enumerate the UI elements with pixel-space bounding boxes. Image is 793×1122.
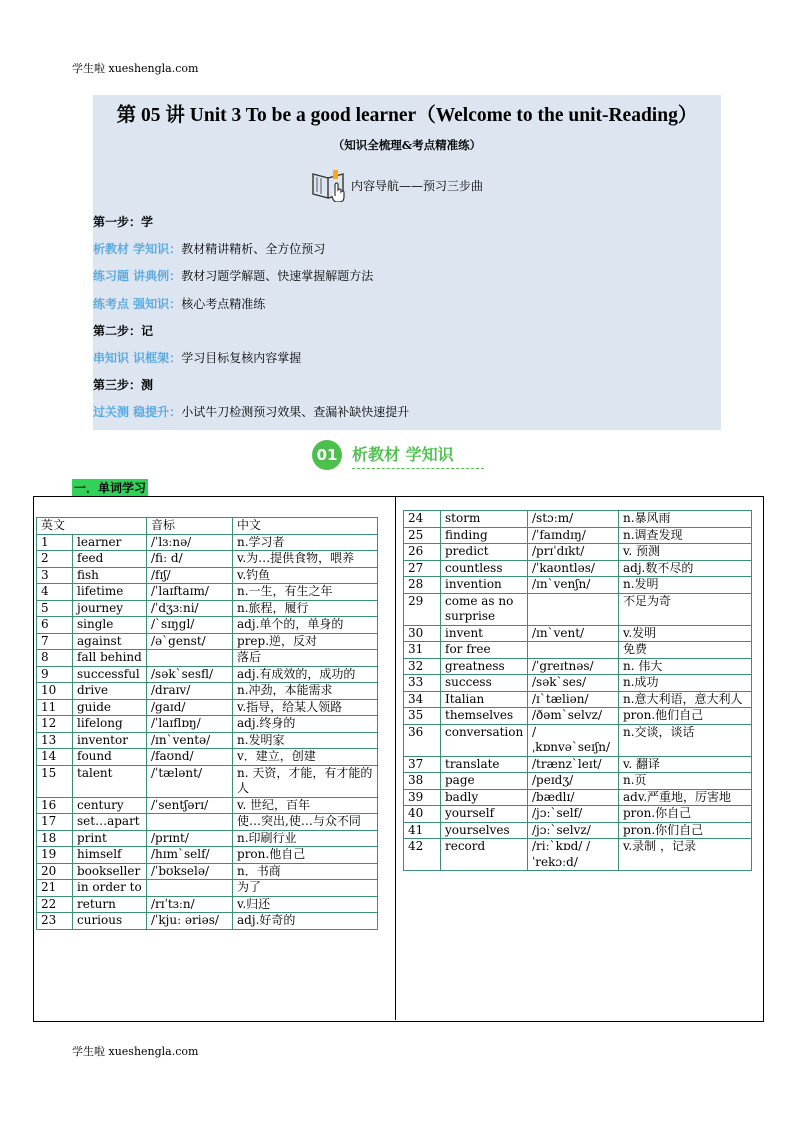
row-word: for free <box>441 642 528 659</box>
table-row <box>404 642 752 659</box>
row-word: countless <box>441 560 528 577</box>
row-phonetic: /ˈfaɪndɪŋ/ <box>528 527 619 544</box>
table-row <box>37 765 378 797</box>
step-three-item <box>93 403 409 420</box>
vocab-frame-divider <box>395 496 396 1020</box>
row-number: 35 <box>404 708 441 725</box>
row-meaning: n.意大利语，意大利人 <box>619 691 752 708</box>
row-phonetic: /ˈsentʃərɪ/ <box>147 797 233 814</box>
vocab-table-right <box>403 510 752 871</box>
row-meaning: 为了 <box>233 880 378 897</box>
row-word: Italian <box>441 691 528 708</box>
page-subtitle: （知识全梳理&考点精准练） <box>332 138 482 152</box>
table-row <box>37 633 378 650</box>
row-meaning: pron.你们自己 <box>619 822 752 839</box>
table-row <box>37 830 378 847</box>
table-row <box>404 839 752 871</box>
header-chinese: 中文 <box>233 518 378 535</box>
row-meaning: v.发明 <box>619 625 752 642</box>
row-number: 5 <box>37 600 73 617</box>
page-title: 第 05 讲 Unit 3 To be a good learner（Welcome to the unit-Reading） <box>116 105 698 126</box>
section-title: 析教材 学知识 <box>352 445 454 464</box>
row-meaning: n.页 <box>619 773 752 790</box>
row-word: predict <box>441 544 528 561</box>
row-meaning: prep.逆，反对 <box>233 633 378 650</box>
row-number: 6 <box>37 617 73 634</box>
table-row <box>37 699 378 716</box>
nav-row <box>311 168 483 202</box>
item-label: 串知识 识框架： <box>93 351 182 365</box>
row-phonetic: /əˋgenst/ <box>147 633 233 650</box>
row-number: 7 <box>37 633 73 650</box>
nav-text: 内容导航——预习三步曲 <box>351 178 484 193</box>
table-row <box>37 716 378 733</box>
row-meaning: adj.有成效的，成功的 <box>233 666 378 683</box>
row-word: journey <box>73 600 147 617</box>
row-phonetic: /ˈkjuː əriəs/ <box>147 913 233 930</box>
table-row <box>404 675 752 692</box>
row-phonetic: /stɔːm/ <box>528 511 619 528</box>
row-word: invention <box>441 577 528 594</box>
row-number: 9 <box>37 666 73 683</box>
row-phonetic: /ɪnˋvenʃn/ <box>528 577 619 594</box>
row-meaning: n.旅程，履行 <box>233 600 378 617</box>
row-word: record <box>441 839 528 871</box>
row-number: 41 <box>404 822 441 839</box>
item-label: 过关测 稳提升： <box>93 405 182 419</box>
row-phonetic <box>147 650 233 667</box>
row-word: fish <box>73 567 147 584</box>
row-phonetic: /ˌkɒnvəˋseɪʃn/ <box>528 724 619 756</box>
row-number: 27 <box>404 560 441 577</box>
row-number: 38 <box>404 773 441 790</box>
row-meaning: n.一生，有生之年 <box>233 584 378 601</box>
row-phonetic: /fiː d/ <box>147 551 233 568</box>
row-meaning: n.调查发现 <box>619 527 752 544</box>
row-phonetic <box>147 880 233 897</box>
intro-banner <box>93 95 721 430</box>
step-two-item <box>93 349 301 366</box>
book-pointer-icon <box>311 168 349 202</box>
row-word: guide <box>73 699 147 716</box>
vocab-table-left <box>36 517 378 930</box>
row-meaning: v.指导，给某人领路 <box>233 699 378 716</box>
table-row <box>404 544 752 561</box>
row-meaning: n.印刷行业 <box>233 830 378 847</box>
row-phonetic: /ˈgreɪtnəs/ <box>528 658 619 675</box>
row-number: 20 <box>37 863 73 880</box>
row-word: fall behind <box>73 650 147 667</box>
row-word: print <box>73 830 147 847</box>
table-row <box>404 577 752 594</box>
row-phonetic: /rɪˈtɜːn/ <box>147 896 233 913</box>
row-phonetic: /ɪnˋventə/ <box>147 732 233 749</box>
row-meaning: n. 伟大 <box>619 658 752 675</box>
row-word: successful <box>73 666 147 683</box>
row-number: 25 <box>404 527 441 544</box>
table-row <box>37 666 378 683</box>
section-number: 01 <box>312 440 342 470</box>
table-row <box>404 560 752 577</box>
row-number: 36 <box>404 724 441 756</box>
table-row <box>37 534 378 551</box>
row-phonetic: /ˈbʊkselə/ <box>147 863 233 880</box>
row-meaning: 不足为奇 <box>619 593 752 625</box>
row-meaning: v. 翻译 <box>619 756 752 773</box>
table-row <box>37 650 378 667</box>
row-meaning: v.钓鱼 <box>233 567 378 584</box>
row-word: feed <box>73 551 147 568</box>
row-word: curious <box>73 913 147 930</box>
row-meaning: n.暴风雨 <box>619 511 752 528</box>
table-row <box>404 773 752 790</box>
row-number: 11 <box>37 699 73 716</box>
row-phonetic: /ðəmˋselvz/ <box>528 708 619 725</box>
row-word: himself <box>73 847 147 864</box>
row-meaning: v.归还 <box>233 896 378 913</box>
section-underline <box>352 468 484 469</box>
row-phonetic: /ˈdʒɜːni/ <box>147 600 233 617</box>
row-meaning: 落后 <box>233 650 378 667</box>
header-english: 英文 <box>37 518 147 535</box>
row-word: page <box>441 773 528 790</box>
row-phonetic: /bædlɪ/ <box>528 789 619 806</box>
table-row <box>37 896 378 913</box>
row-number: 32 <box>404 658 441 675</box>
item-text: 核心考点精准练 <box>181 297 266 311</box>
row-word: come as no surprise <box>441 593 528 625</box>
header-phonetic: 音标 <box>147 518 233 535</box>
table-row <box>37 797 378 814</box>
step-one: 第一步：学 <box>93 215 154 229</box>
item-text: 教材习题学解题、快速掌握解题方法 <box>181 269 374 283</box>
table-row <box>404 511 752 528</box>
table-row <box>404 789 752 806</box>
row-meaning: adj.好奇的 <box>233 913 378 930</box>
row-word: drive <box>73 683 147 700</box>
row-number: 22 <box>37 896 73 913</box>
table-row <box>37 567 378 584</box>
row-number: 8 <box>37 650 73 667</box>
table-row <box>37 600 378 617</box>
row-number: 24 <box>404 511 441 528</box>
step-one-item <box>93 267 373 284</box>
table-row <box>404 527 752 544</box>
row-word: finding <box>441 527 528 544</box>
row-phonetic: /ˈlaɪftaɪm/ <box>147 584 233 601</box>
page-header: 学生啦 xueshengla.com <box>72 62 199 75</box>
row-phonetic: /riːˋkɒd/ /ˈrekɔːd/ <box>528 839 619 871</box>
row-word: invent <box>441 625 528 642</box>
row-number: 21 <box>37 880 73 897</box>
step-one-item <box>93 295 265 312</box>
row-phonetic: /peɪdʒ/ <box>528 773 619 790</box>
row-word: success <box>441 675 528 692</box>
row-meaning: n.成功 <box>619 675 752 692</box>
row-number: 31 <box>404 642 441 659</box>
row-number: 39 <box>404 789 441 806</box>
row-meaning: adv.严重地，厉害地 <box>619 789 752 806</box>
row-word: inventor <box>73 732 147 749</box>
row-word: conversation <box>441 724 528 756</box>
row-number: 40 <box>404 806 441 823</box>
row-phonetic: /səkˋsesfl/ <box>147 666 233 683</box>
row-phonetic: /ɪnˋvent/ <box>528 625 619 642</box>
row-word: in order to <box>73 880 147 897</box>
item-text: 教材精讲精析、全方位预习 <box>181 242 326 256</box>
table-row <box>37 880 378 897</box>
table-row <box>404 625 752 642</box>
row-meaning: pron.他自己 <box>233 847 378 864</box>
table-row <box>37 913 378 930</box>
row-phonetic: /ˈkaʊntləs/ <box>528 560 619 577</box>
row-number: 3 <box>37 567 73 584</box>
row-meaning: n.交谈，谈话 <box>619 724 752 756</box>
row-meaning: n. 天资，才能，有才能的人 <box>233 765 378 797</box>
table-row <box>37 584 378 601</box>
row-meaning: 免费 <box>619 642 752 659</box>
table-row <box>37 847 378 864</box>
row-word: yourself <box>441 806 528 823</box>
table-row <box>404 806 752 823</box>
step-one-item <box>93 240 325 257</box>
row-word: set…apart <box>73 814 147 831</box>
step-three: 第三步：测 <box>93 378 154 392</box>
item-label: 练习题 讲典例： <box>93 269 182 283</box>
row-phonetic: /ɪˋtæliən/ <box>528 691 619 708</box>
row-number: 2 <box>37 551 73 568</box>
row-number: 37 <box>404 756 441 773</box>
row-word: against <box>73 633 147 650</box>
row-number: 17 <box>37 814 73 831</box>
row-phonetic: /fɪʃ/ <box>147 567 233 584</box>
row-number: 19 <box>37 847 73 864</box>
row-phonetic: /jɔːˋself/ <box>528 806 619 823</box>
table-row <box>37 683 378 700</box>
row-meaning: pron.他们自己 <box>619 708 752 725</box>
row-phonetic: /prɪnt/ <box>147 830 233 847</box>
row-word: badly <box>441 789 528 806</box>
row-phonetic: /trænzˋleɪt/ <box>528 756 619 773</box>
row-meaning: v.为…提供食物，喂养 <box>233 551 378 568</box>
row-number: 26 <box>404 544 441 561</box>
table-row <box>404 593 752 625</box>
row-number: 4 <box>37 584 73 601</box>
item-text: 小试牛刀检测预习效果、查漏补缺快速提升 <box>181 405 410 419</box>
row-number: 10 <box>37 683 73 700</box>
step-two: 第二步：记 <box>93 324 154 338</box>
row-number: 13 <box>37 732 73 749</box>
row-meaning: n.学习者 <box>233 534 378 551</box>
row-meaning: n．书商 <box>233 863 378 880</box>
row-phonetic: /ˋsɪŋgl/ <box>147 617 233 634</box>
row-word: greatness <box>441 658 528 675</box>
table-row <box>404 658 752 675</box>
row-meaning: n.发明家 <box>233 732 378 749</box>
row-meaning: adj.数不尽的 <box>619 560 752 577</box>
table-row <box>404 756 752 773</box>
row-phonetic: /prɪˈdɪkt/ <box>528 544 619 561</box>
row-phonetic: /səkˋses/ <box>528 675 619 692</box>
row-meaning: adj.终身的 <box>233 716 378 733</box>
row-number: 33 <box>404 675 441 692</box>
row-number: 18 <box>37 830 73 847</box>
row-number: 1 <box>37 534 73 551</box>
row-phonetic <box>528 642 619 659</box>
table-row <box>404 691 752 708</box>
row-meaning: n.冲劲，本能需求 <box>233 683 378 700</box>
row-phonetic: /hɪmˋself/ <box>147 847 233 864</box>
row-word: return <box>73 896 147 913</box>
row-meaning: n.发明 <box>619 577 752 594</box>
row-number: 16 <box>37 797 73 814</box>
row-meaning: v.录制 ，记录 <box>619 839 752 871</box>
row-phonetic: /faʊnd/ <box>147 749 233 766</box>
row-meaning: 使…突出,使…与众不同 <box>233 814 378 831</box>
row-word: themselves <box>441 708 528 725</box>
vocab-heading: 一．单词学习 <box>74 481 147 495</box>
row-word: bookseller <box>73 863 147 880</box>
table-row <box>37 617 378 634</box>
row-word: lifelong <box>73 716 147 733</box>
row-phonetic: /jɔːˋselvz/ <box>528 822 619 839</box>
row-word: century <box>73 797 147 814</box>
table-row <box>37 814 378 831</box>
item-label: 析教材 学知识： <box>93 242 182 256</box>
row-meaning: v. 世纪，百年 <box>233 797 378 814</box>
row-word: lifetime <box>73 584 147 601</box>
row-number: 12 <box>37 716 73 733</box>
item-text: 学习目标复核内容掌握 <box>181 351 302 365</box>
table-header-row <box>37 518 378 535</box>
row-meaning: adj.单个的，单身的 <box>233 617 378 634</box>
row-word: translate <box>441 756 528 773</box>
row-phonetic <box>528 593 619 625</box>
row-phonetic: /gaɪd/ <box>147 699 233 716</box>
section-marker <box>312 440 487 470</box>
row-phonetic: /ˈtælənt/ <box>147 765 233 797</box>
page-footer: 学生啦 xueshengla.com <box>72 1045 199 1058</box>
row-phonetic <box>147 814 233 831</box>
row-word: single <box>73 617 147 634</box>
row-meaning: v．建立，创建 <box>233 749 378 766</box>
row-word: found <box>73 749 147 766</box>
row-number: 15 <box>37 765 73 797</box>
row-number: 23 <box>37 913 73 930</box>
table-row <box>404 708 752 725</box>
table-row <box>404 822 752 839</box>
row-meaning: v. 预测 <box>619 544 752 561</box>
row-number: 34 <box>404 691 441 708</box>
table-row <box>404 724 752 756</box>
row-number: 30 <box>404 625 441 642</box>
row-number: 28 <box>404 577 441 594</box>
table-row <box>37 551 378 568</box>
row-number: 14 <box>37 749 73 766</box>
item-label: 练考点 强知识： <box>93 297 182 311</box>
table-row <box>37 863 378 880</box>
row-number: 29 <box>404 593 441 625</box>
row-number: 42 <box>404 839 441 871</box>
row-word: learner <box>73 534 147 551</box>
row-phonetic: /ˈlɜːnə/ <box>147 534 233 551</box>
row-phonetic: /ˈlaɪflɒŋ/ <box>147 716 233 733</box>
table-row <box>37 732 378 749</box>
table-row <box>37 749 378 766</box>
row-word: yourselves <box>441 822 528 839</box>
row-meaning: pron.你自己 <box>619 806 752 823</box>
row-word: talent <box>73 765 147 797</box>
row-phonetic: /draɪv/ <box>147 683 233 700</box>
row-word: storm <box>441 511 528 528</box>
